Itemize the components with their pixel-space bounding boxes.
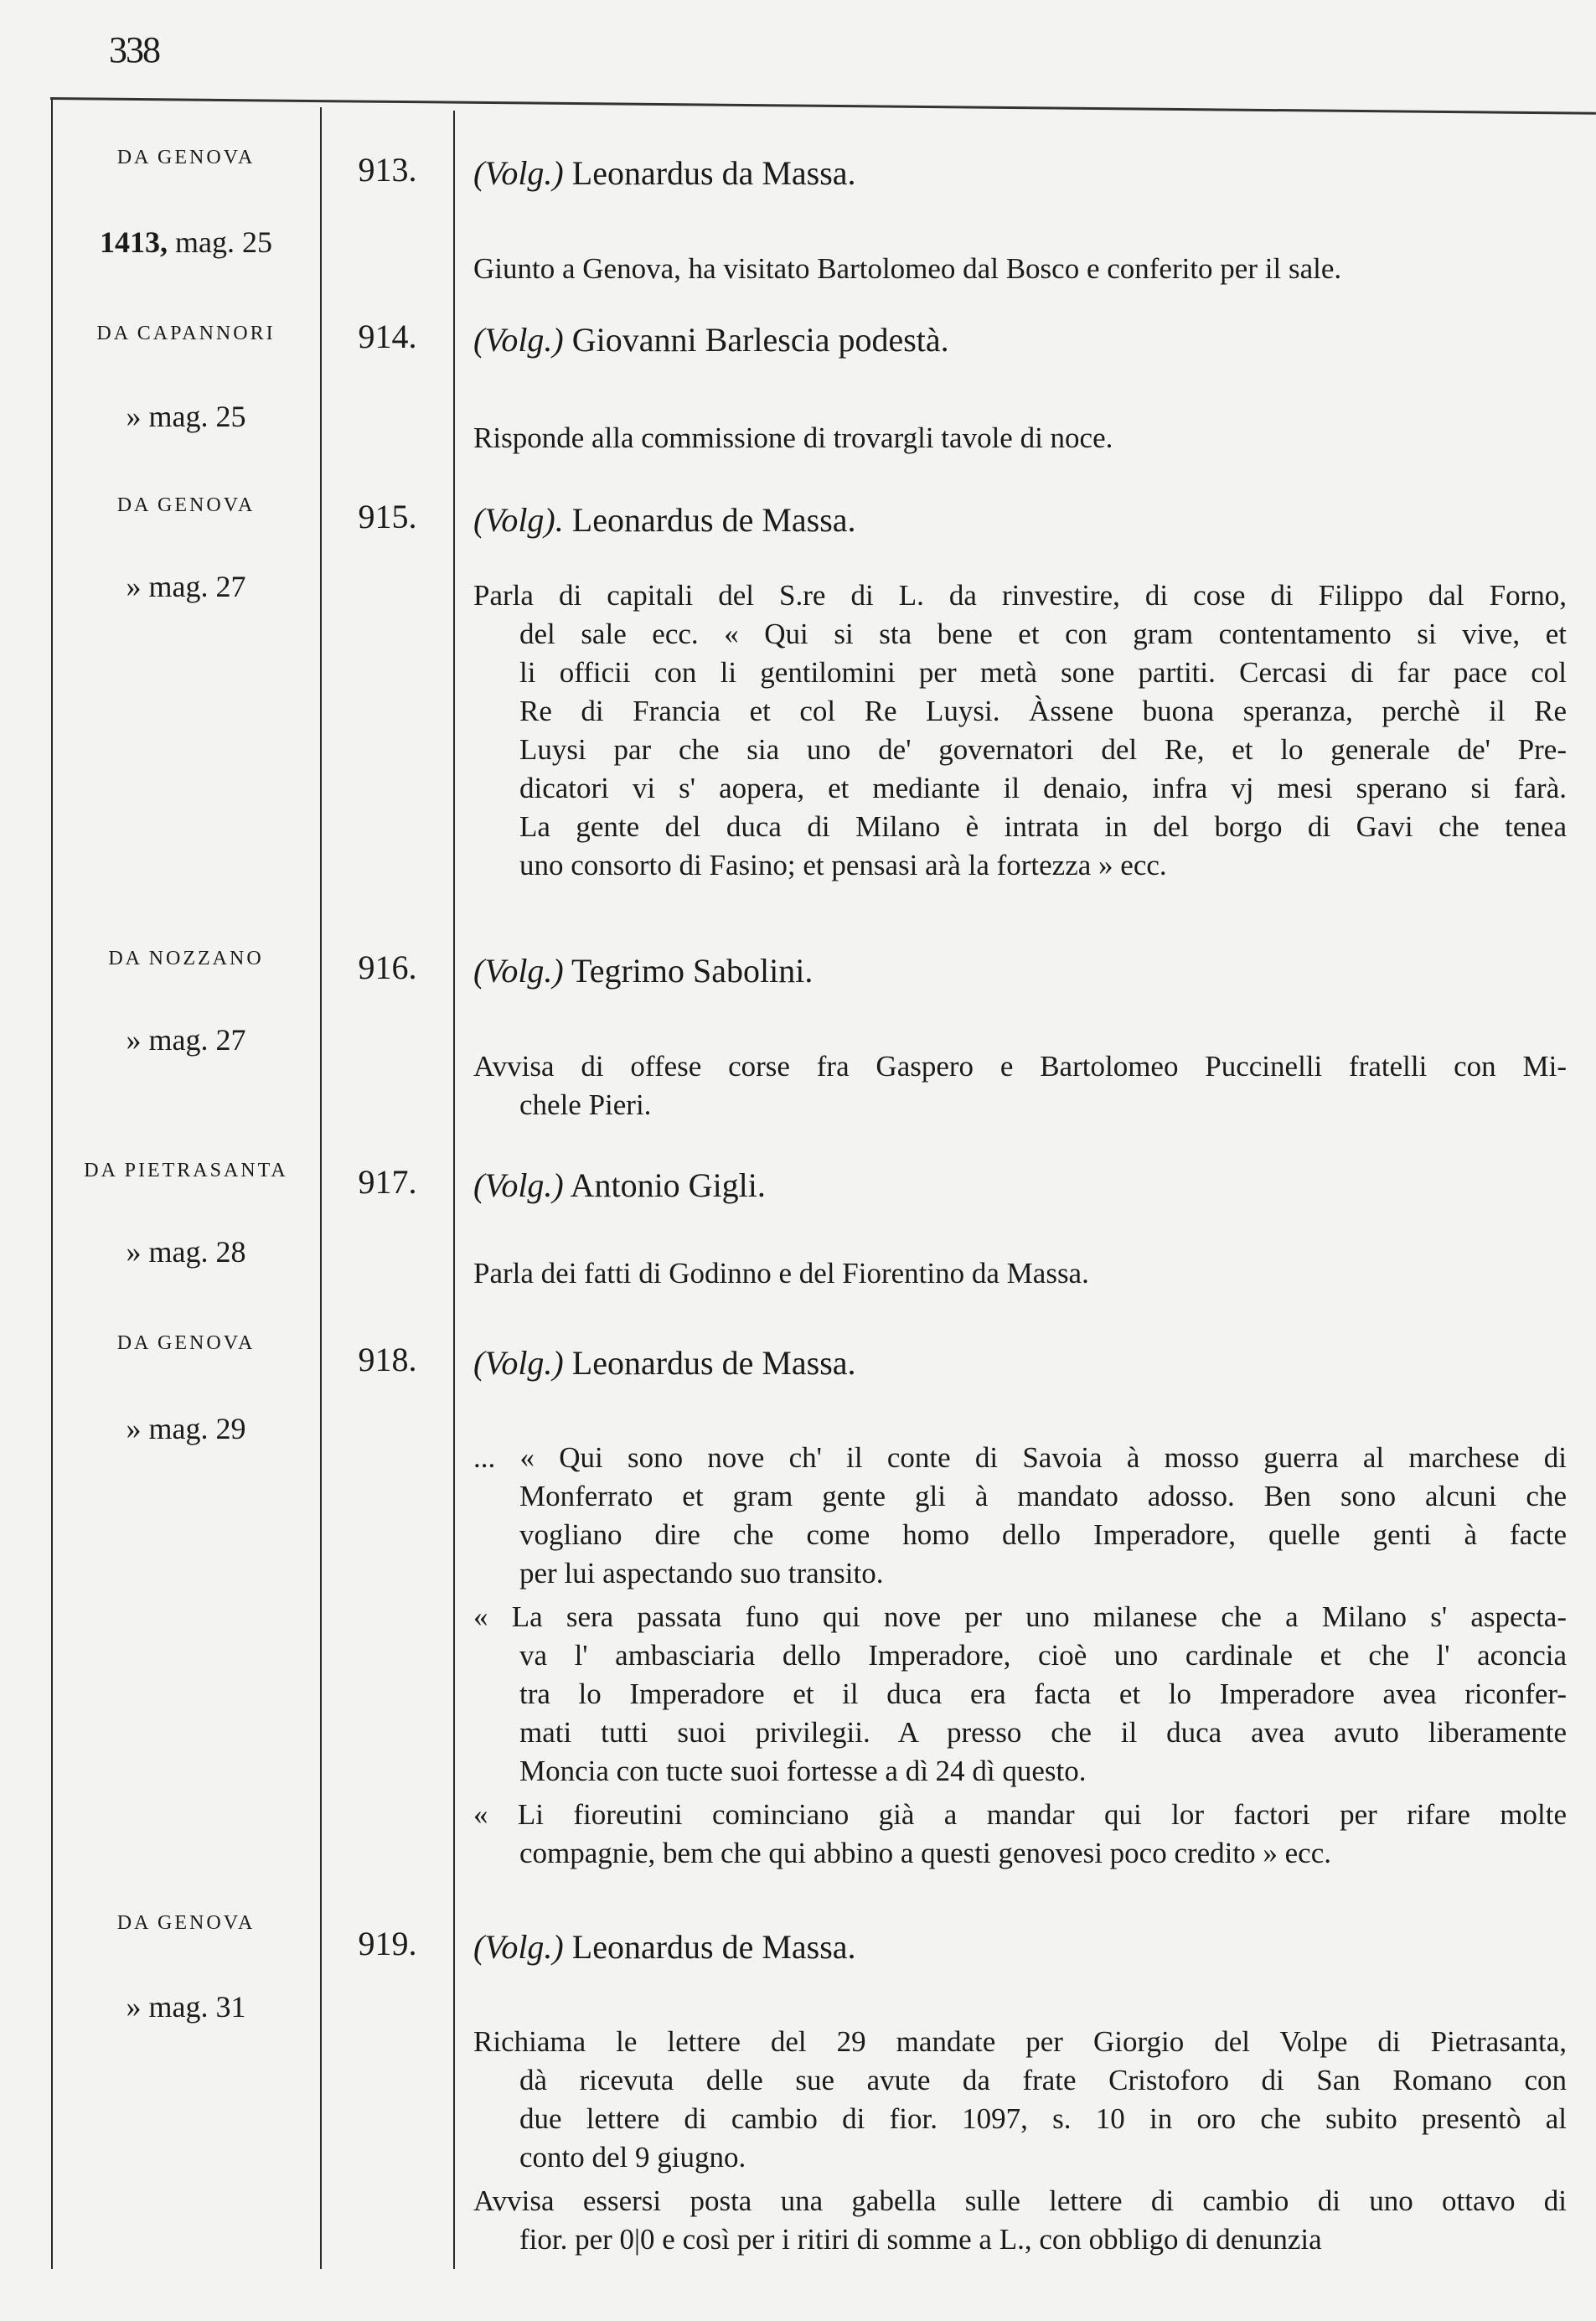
- date-day: mag. 25: [175, 225, 272, 259]
- letter-date: [54, 1234, 318, 1269]
- entry-summary: [473, 1254, 1567, 1298]
- summary-line: Re di Francia et col Re Luysi. Àssene buona speranza, perchè il Re: [519, 695, 1567, 727]
- summary-line: Risponde alla commissione di trovargli tavole di noce.: [473, 421, 1113, 454]
- date-year: »: [126, 1990, 142, 2024]
- column-rule-number: [453, 111, 455, 2269]
- summary-paragraph: [473, 2023, 1567, 2177]
- entry-heading: [473, 1343, 856, 1383]
- entry-heading: [473, 320, 949, 359]
- entry-summary: [473, 419, 1567, 463]
- summary-line: mati tutti suoi privilegii. A presso che il duca avea avuto liberamente: [519, 1716, 1567, 1749]
- date-year: »: [126, 570, 142, 603]
- summary-line: Giunto a Genova, ha visitato Bartolomeo dal Bosco e conferito per il sale.: [473, 252, 1342, 285]
- summary-line: fior. per 0|0 e così per i ritiri di somme a L., con obbligo di denunzia: [519, 2223, 1322, 2256]
- date-day: mag. 25: [148, 400, 246, 433]
- summary-line: Avvisa di offese corse fra Gaspero e Bartolomeo Puccinelli fratelli con Mi-: [473, 1050, 1567, 1083]
- summary-paragraph: [473, 1439, 1567, 1593]
- entry-heading: [473, 1927, 856, 1967]
- summary-paragraph: [473, 1598, 1567, 1791]
- summary-line: due lettere di cambio di fior. 1097, s. 10 in oro che subito presentò al: [519, 2102, 1567, 2135]
- summary-line: conto del 9 giugno.: [519, 2141, 746, 2174]
- entry-number: 915.: [358, 498, 417, 535]
- letter-date: [54, 1411, 318, 1446]
- entry-heading: [473, 153, 856, 193]
- correspondent-name: Leonardus de Massa.: [571, 1344, 856, 1382]
- entry-number: 913.: [358, 151, 417, 189]
- sender-place: DA GENOVA: [116, 494, 256, 516]
- summary-line: Parla di capitali del S.re di L. da rinvestire, di cose di Filippo dal Forno,: [473, 579, 1567, 612]
- summary-line: chele Pieri.: [519, 1088, 652, 1121]
- volg-label: (Volg.): [473, 952, 564, 990]
- summary-paragraph: [473, 250, 1567, 288]
- summary-line: va l' ambasciaria dello Imperadore, cioè uno cardinale et che l' aconcia: [519, 1639, 1567, 1672]
- entry-number: 917.: [358, 1163, 417, 1201]
- sender-place: DA GENOVA: [116, 1332, 256, 1354]
- correspondent-name: Leonardus de Massa.: [571, 1928, 856, 1966]
- correspondent-name: Antonio Gigli.: [570, 1166, 766, 1204]
- column-rule-left: [51, 99, 53, 2269]
- summary-line: Richiama le lettere del 29 mandate per Giorgio del Volpe di Pietrasanta,: [473, 2025, 1567, 2058]
- summary-line: uno consorto di Fasino; et pensasi arà la fortezza » ecc.: [519, 849, 1167, 881]
- date-day: mag. 27: [148, 1023, 246, 1057]
- entry-number: 918.: [358, 1341, 417, 1378]
- correspondent-name: Giovanni Barlescia podestà.: [571, 321, 949, 359]
- summary-line: per lui aspectando suo transito.: [519, 1557, 884, 1590]
- volg-label: (Volg.): [473, 1928, 564, 1966]
- summary-paragraph: [473, 1254, 1567, 1293]
- summary-paragraph: [473, 2182, 1567, 2259]
- date-day: mag. 28: [148, 1235, 246, 1269]
- volg-label: (Volg).: [473, 501, 564, 539]
- summary-line: Monferrato et gram gente gli à mandato adosso. Ben sono alcuni che: [519, 1480, 1567, 1512]
- summary-line: dà ricevuta delle sue avute da frate Cristoforo di San Romano con: [519, 2064, 1567, 2096]
- letter-date: [54, 399, 318, 434]
- correspondent-name: Tegrimo Sabolini.: [571, 952, 813, 990]
- summary-line: « Li fioreutini cominciano già a mandar qui lor factori per rifare molte: [473, 1798, 1567, 1831]
- entry-summary: [473, 250, 1567, 293]
- summary-paragraph: [473, 1796, 1567, 1873]
- volg-label: (Volg.): [473, 154, 564, 192]
- summary-line: La gente del duca di Milano è intrata in del borgo di Gavi che tenea: [519, 810, 1567, 843]
- summary-line: vogliano dire che come homo dello Imperadore, quelle genti à facte: [519, 1518, 1567, 1551]
- summary-line: Moncia con tucte suoi fortesse a dì 24 dì questo.: [519, 1755, 1087, 1787]
- correspondent-name: Leonardus de Massa.: [571, 501, 856, 539]
- letter-date: [54, 569, 318, 604]
- summary-line: li officii con li gentilomini per metà sone partiti. Cercasi di far pace col: [519, 656, 1567, 689]
- summary-line: del sale ecc. « Qui si sta bene et con gram contentamento si vive, et: [519, 618, 1567, 650]
- date-year: »: [126, 1023, 142, 1057]
- entry-number: 916.: [358, 949, 417, 986]
- summary-line: « La sera passata funo qui nove per uno milanese che a Milano s' aspecta-: [473, 1600, 1567, 1633]
- sender-place: DA CAPANNORI: [96, 323, 276, 344]
- entry-summary: [473, 1439, 1567, 1878]
- date-day: mag. 31: [148, 1990, 246, 2024]
- summary-line: Parla dei fatti di Godinno e del Fiorentino da Massa.: [473, 1257, 1089, 1290]
- date-year: 1413,: [100, 225, 168, 259]
- sender-place: DA GENOVA: [116, 1912, 256, 1934]
- entry-number: 914.: [358, 318, 417, 355]
- sender-place: DA GENOVA: [116, 147, 256, 168]
- volg-label: (Volg.): [473, 1344, 564, 1382]
- volg-label: (Volg.): [473, 1166, 564, 1204]
- entry-heading: [473, 500, 856, 540]
- page-number: 338: [109, 29, 159, 70]
- sender-place: DA NOZZANO: [108, 948, 264, 969]
- date-day: mag. 29: [148, 1412, 246, 1445]
- letter-date: [54, 225, 318, 260]
- summary-paragraph: [473, 576, 1567, 885]
- summary-line: compagnie, bem che qui abbino a questi genovesi poco credito » ecc.: [519, 1837, 1331, 1869]
- entry-number: 919.: [358, 1925, 417, 1962]
- date-year: »: [126, 1235, 142, 1269]
- letter-date: [54, 1989, 318, 2024]
- column-rule-date: [320, 107, 322, 2269]
- sender-place: DA PIETRASANTA: [84, 1160, 288, 1181]
- entry-summary: [473, 2023, 1567, 2264]
- date-day: mag. 27: [148, 570, 246, 603]
- letter-date: [54, 1022, 318, 1057]
- entry-heading: [473, 951, 813, 990]
- entry-summary: [473, 576, 1567, 890]
- summary-line: ... « Qui sono nove ch' il conte di Savoia à mosso guerra al marchese di: [473, 1441, 1567, 1474]
- summary-line: tra lo Imperadore et il duca era facta et lo Imperadore avea riconfer-: [519, 1677, 1567, 1710]
- date-year: »: [126, 1412, 142, 1445]
- entry-summary: [473, 1047, 1567, 1129]
- volg-label: (Volg.): [473, 321, 564, 359]
- correspondent-name: Leonardus da Massa.: [571, 154, 856, 192]
- summary-paragraph: [473, 1047, 1567, 1124]
- summary-line: Avvisa essersi posta una gabella sulle lettere di cambio di uno ottavo di: [473, 2184, 1567, 2217]
- summary-line: dicatori vi s' aopera, et mediante il denaio, infra vj mesi sperano si farà.: [519, 772, 1567, 804]
- date-year: »: [126, 400, 142, 433]
- entry-heading: [473, 1166, 766, 1205]
- summary-line: Luysi par che sia uno de' governatori del Re, et lo generale de' Pre-: [519, 733, 1567, 766]
- summary-paragraph: [473, 419, 1567, 457]
- top-rule: [50, 97, 1596, 115]
